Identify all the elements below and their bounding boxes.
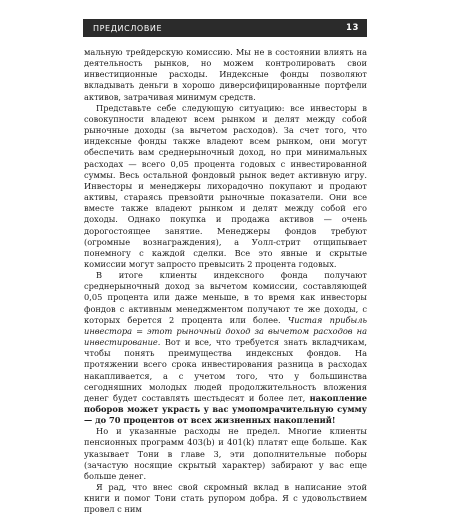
page-number: 13 xyxy=(345,23,359,33)
paragraph xyxy=(84,482,367,515)
paragraph xyxy=(84,270,367,426)
text-run: Представьте себе следующую ситуацию: все инвесторы в совокупности владеют всем рынком и делят между собой рыночные доходы (за вычетом расходов). За счет того, что индексные фонды также владеют всем рынком, они могут обеспечить вам среднерыночный доход, но при минимальных расходах — всего 0,05 процента годовых с инвестированной суммы. Весь остальной фондовый рынок ведет активную игру. Инвесторы и менеджеры лихорадочно покупают и продают активы, стараясь превзойти рыночные показатели. Они все вместе также владеют рынком и делят между собой его доходы. Однако покупка и продажа активов — очень дорогостоящее занятие. Менеджеры фондов требуют (огромные вознаграждения), а Уолл-стрит отщипывает понемногу с каждой сделки. Все это явные и скрытые комиссии могут запросто превысить 2 процента годовых. xyxy=(84,102,367,269)
paragraph xyxy=(84,47,367,103)
section-title: ПРЕДИСЛОВИЕ xyxy=(93,23,163,33)
paragraph xyxy=(84,426,367,482)
running-header xyxy=(83,19,367,37)
text-run: Я рад, что внес свой скромный вклад в написание этой книги и помог Тони стать рупором добра. Я с удовольствием провел с ним xyxy=(84,482,367,515)
body-text xyxy=(84,47,367,516)
paragraph xyxy=(84,103,367,270)
text-run: Но и указанные расходы не предел. Многие клиенты пенсионных программ 403(b) и 401(k) платят еще больше. Как указывает Тони в главе 3, эти дополнительные поборы (зачастую носящие скрытый характер) забирают у вас еще больше денег. xyxy=(84,426,367,481)
bold-text-run: накопление поборов может украсть у вас умопомрачительную сумму — до 70 процентов от всех жизненных накоплений! xyxy=(84,392,367,426)
text-run: мальную трейдерскую комиссию. Мы не в состоянии влиять на деятельность рынков, но можем контролировать свои инвестиционные расходы. Индексные фонды позволяют вкладывать деньги в хорошо диверсифицированные портфели активов, затрачивая минимум средств. xyxy=(84,47,367,102)
text-run: Вот и все, что требуется знать вкладчикам, чтобы понять преимущества индексных фондов. На протяжении всего срока инвестирования разница в расходах накапливается, а с учетом того, что у большинства сегодняшних молодых людей продолжительность вложения денег будет составлять шестьдесят и более лет, xyxy=(84,337,367,403)
text-run: В итоге клиенты индексного фонда получают среднерыночный доход за вычетом комиссии, составляющей 0,05 процента или даже меньше, в то время как инвесторы фондов с активным менеджментом получают те же доходы, с которых берется 2 процента или более. xyxy=(84,270,367,325)
italic-text-run: Чистая прибыль инвестора = этот рыночный доход за вычетом расходов на инвестирование. xyxy=(84,314,368,348)
